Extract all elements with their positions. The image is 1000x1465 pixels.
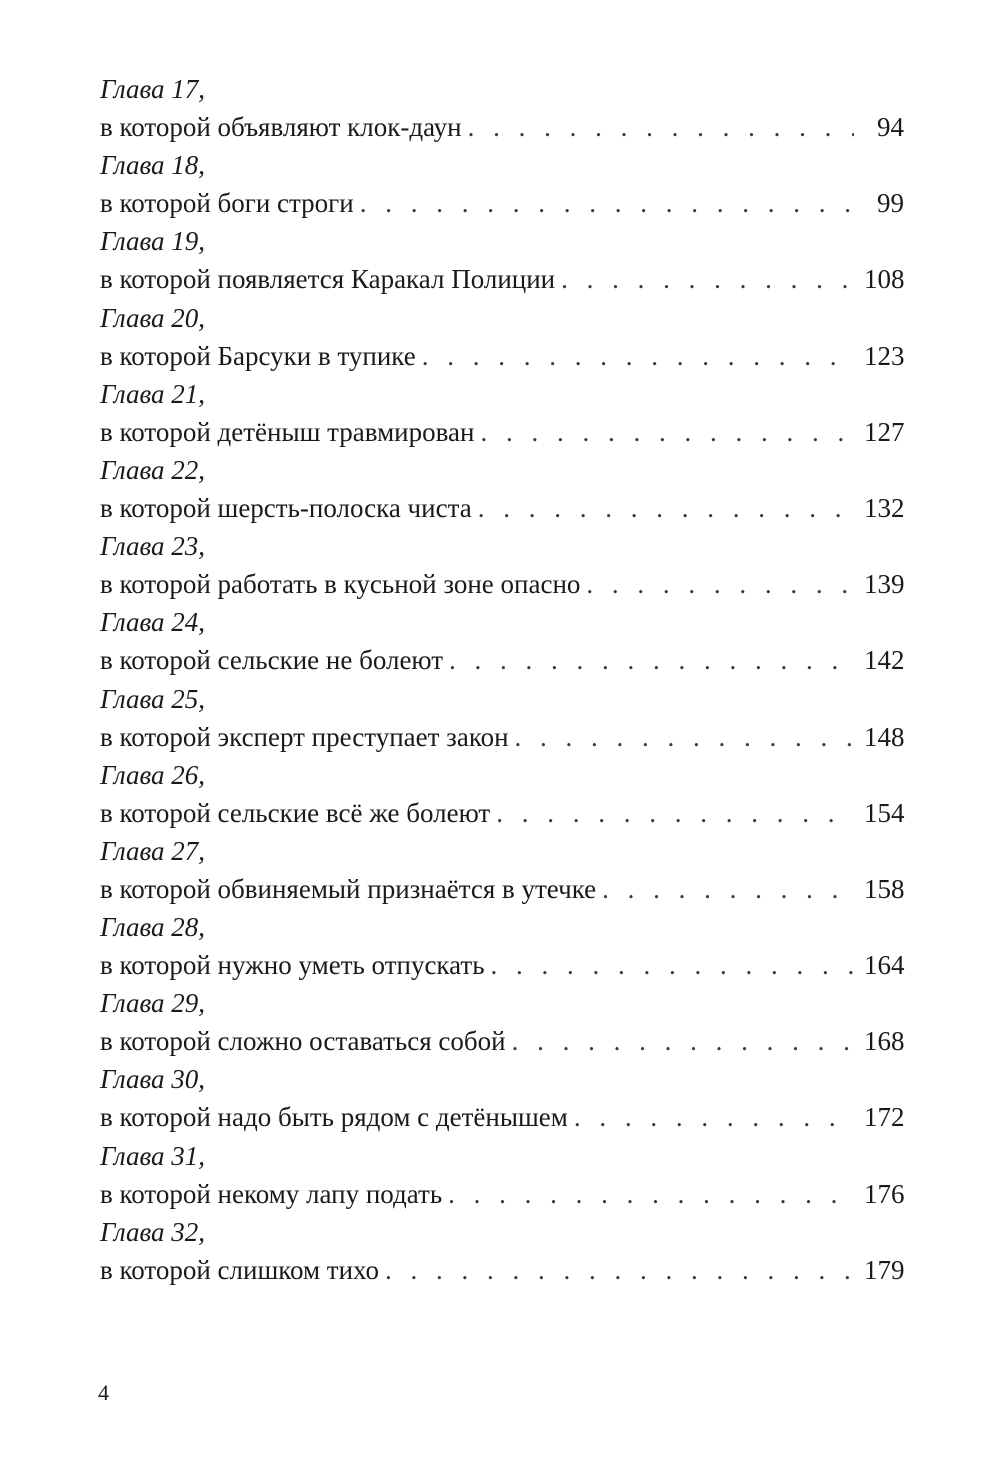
chapter-title: в которой надо быть рядом с детёнышем	[100, 1102, 568, 1133]
chapter-title: в которой Барсуки в тупике	[100, 340, 416, 371]
chapter-title: в которой обвиняемый признаётся в утечке	[100, 873, 597, 904]
chapter-title: в которой работать в кусьной зоне опасно	[100, 569, 581, 600]
chapter-page-number: 176	[864, 1178, 905, 1209]
chapter-number: Глава 27,	[100, 835, 206, 866]
chapter-page-number: 108	[864, 264, 905, 295]
chapter-page-number: 132	[864, 492, 905, 523]
dot-leader	[478, 489, 854, 527]
chapter-number: Глава 29,	[100, 988, 206, 1019]
dot-leader	[448, 1175, 854, 1213]
toc-entry	[100, 70, 904, 146]
dot-leader	[561, 260, 854, 298]
dot-leader	[515, 718, 854, 756]
chapter-number: Глава 18,	[100, 150, 206, 181]
dot-leader	[468, 108, 854, 146]
chapter-page-number: 158	[864, 873, 905, 904]
dot-leader	[385, 1251, 854, 1289]
chapter-page-number: 148	[864, 721, 905, 752]
dot-leader	[512, 1022, 854, 1060]
chapter-number: Глава 26,	[100, 759, 206, 790]
toc-line	[100, 1022, 904, 1060]
chapter-page-number: 123	[864, 340, 905, 371]
chapter-page-number: 164	[864, 950, 905, 981]
dot-leader	[449, 641, 854, 679]
chapter-title: в которой появляется Каракал Полиции	[100, 264, 556, 295]
chapter-title: в которой шерсть-полоска чиста	[100, 492, 472, 523]
toc-line	[100, 1175, 904, 1213]
toc-entry	[100, 375, 904, 451]
dot-leader	[574, 1098, 854, 1136]
toc-line	[100, 1251, 904, 1289]
chapter-page-number: 179	[864, 1254, 905, 1285]
toc-line	[100, 184, 904, 222]
toc-line	[100, 641, 904, 679]
toc-line	[100, 260, 904, 298]
dot-leader	[480, 413, 854, 451]
toc-entry	[100, 756, 904, 832]
chapter-number: Глава 28,	[100, 912, 206, 943]
chapter-number: Глава 32,	[100, 1216, 206, 1247]
chapter-page-number: 99	[877, 188, 904, 219]
toc-line	[100, 413, 904, 451]
chapter-number: Глава 24,	[100, 607, 206, 638]
page-number: 4	[98, 1380, 109, 1405]
chapter-title: в которой сельские всё же болеют	[100, 797, 491, 828]
toc-line	[100, 794, 904, 832]
toc-line	[100, 565, 904, 603]
chapter-number: Глава 25,	[100, 683, 206, 714]
dot-leader	[496, 794, 854, 832]
dot-leader	[422, 337, 854, 375]
toc-line	[100, 337, 904, 375]
chapter-number: Глава 20,	[100, 302, 206, 333]
dot-leader	[602, 870, 854, 908]
toc-entry	[100, 908, 904, 984]
toc-line	[100, 946, 904, 984]
toc-entry	[100, 1213, 904, 1289]
chapter-number: Глава 22,	[100, 454, 206, 485]
chapter-title: в которой объявляют клок-даун	[100, 112, 462, 142]
chapter-title: в которой сложно оставаться собой	[100, 1026, 506, 1057]
chapter-number: Глава 30,	[100, 1064, 206, 1095]
toc-entry	[100, 680, 904, 756]
dot-leader	[491, 946, 854, 984]
toc-entry	[100, 1060, 904, 1136]
toc-entry	[100, 146, 904, 222]
dot-leader	[360, 184, 854, 222]
toc-entry	[100, 832, 904, 908]
chapter-title: в которой сельские не болеют	[100, 645, 444, 676]
chapter-page-number: 142	[864, 645, 905, 676]
toc-entry	[100, 222, 904, 298]
chapter-page-number: 139	[864, 569, 905, 600]
toc-line	[100, 489, 904, 527]
chapter-number: Глава 21,	[100, 378, 206, 409]
toc-entry	[100, 299, 904, 375]
toc-line	[100, 870, 904, 908]
chapter-number: Глава 19,	[100, 226, 206, 257]
chapter-title: в которой слишком тихо	[100, 1254, 380, 1285]
chapter-title: в которой эксперт преступает закон	[100, 721, 509, 752]
chapter-page-number: 154	[864, 797, 905, 828]
toc-entry	[100, 984, 904, 1060]
chapter-number: Глава 17,	[100, 74, 206, 104]
dot-leader	[586, 565, 854, 603]
chapter-page-number: 127	[864, 416, 905, 447]
chapter-page-number: 94	[877, 112, 904, 142]
chapter-number: Глава 31,	[100, 1140, 206, 1171]
chapter-title: в которой детёныш травмирован	[100, 416, 475, 447]
toc-line	[100, 108, 904, 146]
chapter-title: в которой некому лапу подать	[100, 1178, 443, 1209]
chapter-page-number: 172	[864, 1102, 905, 1133]
toc-line	[100, 1098, 904, 1136]
toc-entry	[100, 603, 904, 679]
chapter-number: Глава 23,	[100, 531, 206, 562]
toc-entry	[100, 451, 904, 527]
chapter-title: в которой боги строги	[100, 188, 354, 219]
table-of-contents	[100, 70, 904, 1289]
toc-entry	[100, 1137, 904, 1213]
chapter-page-number: 168	[864, 1026, 905, 1057]
toc-line	[100, 718, 904, 756]
toc-entry	[100, 527, 904, 603]
chapter-title: в которой нужно уметь отпускать	[100, 950, 485, 981]
